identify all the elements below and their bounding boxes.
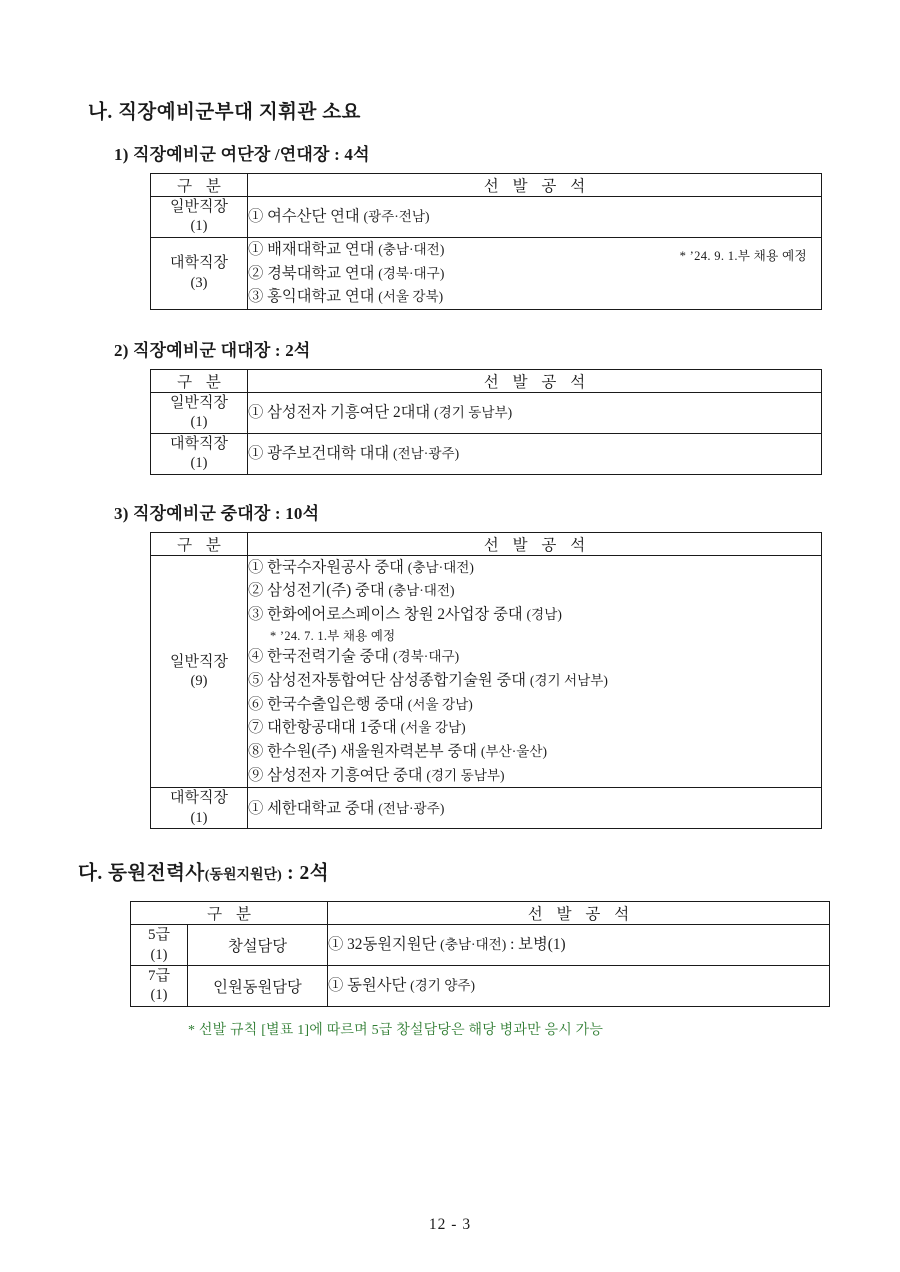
entry-suffix: : 보병(1) [506, 936, 566, 954]
subsection-title-1: 1) 직장예비군 여단장 /연대장 : 4석 [114, 145, 370, 164]
category-count: (3) [190, 274, 208, 291]
col-header-category: 구 분 [151, 532, 248, 555]
table-company-commander [150, 532, 822, 830]
entry-name: 삼성전기(주) 중대 [267, 582, 385, 600]
entry-name: 한수원(주) 새울원자력본부 중대 [267, 743, 478, 761]
entry-region: (광주·전남) [363, 209, 430, 225]
list-item [248, 740, 821, 764]
entry-number: ① [248, 799, 264, 817]
table-brigade-commander [150, 173, 822, 310]
cell-category [151, 788, 248, 829]
entry-name: 경북대학교 연대 [267, 264, 375, 282]
subsection-title-2: 2) 직장예비군 대대장 : 2석 [114, 340, 311, 360]
col-header-vacancy: 선 발 공 석 [248, 369, 822, 392]
category-count: (1) [190, 218, 208, 235]
category-count: (9) [190, 672, 208, 689]
section-heading-small: (동원지원단) [204, 868, 282, 884]
category-count: (1) [190, 809, 208, 826]
col-header-vacancy: 선 발 공 석 [328, 902, 830, 925]
entry-number: ① [248, 444, 264, 462]
table-row [151, 392, 822, 433]
spacer [70, 310, 830, 336]
cell-category [151, 392, 248, 433]
cell-vacancy-list [248, 433, 822, 474]
entry-region: (경북·대구) [378, 265, 445, 281]
entry-number: ③ [248, 605, 264, 623]
category-label: 대학직장 [170, 790, 228, 807]
entry-region: (경기 서남부) [529, 672, 608, 688]
entry-number: ① [248, 240, 264, 258]
section-heading-na: 나. 직장예비군부대 지휘관 소요 [88, 102, 361, 123]
entry-name: 삼성전자 기흥여단 중대 [267, 766, 423, 784]
cell-duty: 인원동원담당 [188, 966, 328, 1007]
table-battalion-commander [150, 369, 822, 475]
col-header-vacancy: 선 발 공 석 [248, 532, 822, 555]
list-item [328, 933, 829, 957]
entry-region: (부산·울산) [480, 744, 548, 760]
list-item [328, 974, 829, 998]
entry-region: (경북·대구) [393, 649, 460, 665]
cell-vacancy-list [248, 392, 822, 433]
entry-name: 광주보건대학 대대 [267, 444, 390, 462]
entry-region: (서울 강남) [400, 720, 466, 736]
list-item [248, 442, 821, 466]
grade-count: (1) [150, 946, 168, 963]
table-header-row [151, 174, 822, 197]
table-row [151, 555, 822, 788]
entry-number: ② [248, 582, 264, 600]
list-item [248, 669, 821, 693]
entry-region: (충남·대전) [440, 937, 507, 953]
table-row [151, 237, 822, 309]
table-row [151, 197, 822, 238]
category-label: 대학직장 [170, 435, 228, 452]
entry-number: ① [328, 936, 344, 954]
spacer [70, 475, 830, 499]
subsection-title-3: 3) 직장예비군 중대장 : 10석 [114, 503, 320, 523]
entry-name: 세한대학교 중대 [267, 799, 375, 817]
entry-number: ① [248, 558, 264, 576]
entry-region: (충남·대전) [388, 583, 455, 599]
cell-vacancy-list [248, 237, 822, 309]
entry-name: 한국수출입은행 중대 [267, 695, 404, 713]
entry-region: (충남·대전) [378, 241, 445, 257]
cell-vacancy-list [328, 966, 830, 1007]
category-label: 일반직장 [170, 653, 228, 670]
entry-name: 삼성전자 기흥여단 2대대 [267, 403, 431, 421]
cell-grade [131, 966, 188, 1007]
list-item [248, 797, 821, 821]
cell-duty: 창설담당 [188, 925, 328, 966]
entry-region: (경기 양주) [410, 978, 476, 994]
cell-category [151, 433, 248, 474]
table-row [131, 925, 830, 966]
list-item [248, 764, 821, 788]
entry-number: ① [248, 208, 264, 226]
entry-number: ⑦ [248, 719, 264, 737]
hiring-note: * ’24. 9. 1.부 채용 예정 [679, 248, 807, 263]
section-heading-da [78, 857, 830, 885]
cell-category [151, 555, 248, 788]
entry-region: (경기 동남부) [426, 767, 505, 783]
entry-number: ⑧ [248, 743, 264, 761]
table-row [151, 788, 822, 829]
entry-name: 홍익대학교 연대 [267, 288, 375, 306]
cell-category [151, 237, 248, 309]
page-number: 12 - 3 [428, 1216, 472, 1233]
entry-name: 한국전력기술 중대 [267, 648, 390, 666]
cell-category [151, 197, 248, 238]
entry-name: 32동원지원단 [347, 936, 437, 954]
entry-number: ⑤ [248, 671, 264, 689]
spacer [70, 829, 830, 857]
table-header-row [151, 532, 822, 555]
entry-region: (전남·광주) [378, 800, 445, 816]
col-header-category: 구 분 [131, 902, 328, 925]
entry-name: 배재대학교 연대 [267, 240, 375, 258]
list-item [248, 556, 821, 580]
entry-region: (충남·대전) [407, 559, 474, 575]
section-heading-tail: : 2석 [281, 863, 330, 885]
entry-number: ⑨ [248, 766, 264, 784]
category-label: 대학직장 [170, 255, 228, 272]
entry-name: 대한항공대대 1중대 [267, 719, 397, 737]
grade-label: 7급 [148, 968, 170, 985]
entry-name: 삼성전자통합여단 삼성종합기술원 중대 [267, 671, 526, 689]
list-item [248, 693, 821, 717]
section-heading-main: 다. 동원전력사 [78, 863, 205, 885]
table-row [131, 966, 830, 1007]
cell-vacancy-list [328, 925, 830, 966]
entry-number: ⑥ [248, 695, 264, 713]
col-header-vacancy: 선 발 공 석 [248, 174, 822, 197]
entry-region: (경기 동남부) [434, 404, 513, 420]
entry-region: (서울 강남) [407, 696, 473, 712]
entry-name: 여수산단 연대 [267, 208, 360, 226]
list-item [248, 716, 821, 740]
col-header-category: 구 분 [151, 174, 248, 197]
cell-vacancy-list [248, 555, 822, 788]
list-item [248, 579, 821, 603]
col-header-category: 구 분 [151, 369, 248, 392]
cell-vacancy-list [248, 788, 822, 829]
category-count: (1) [190, 414, 208, 431]
entry-number: ④ [248, 648, 264, 666]
category-label: 일반직장 [170, 199, 228, 215]
entry-number: ③ [248, 288, 264, 306]
grade-label: 5급 [148, 927, 170, 944]
cell-grade [131, 925, 188, 966]
table-mobilization-force [130, 901, 830, 1007]
grade-count: (1) [150, 987, 168, 1004]
list-item [248, 285, 821, 309]
hiring-note: * ’24. 7. 1.부 채용 예정 [270, 628, 396, 643]
entry-region: (전남·광주) [393, 445, 460, 461]
entry-number: ① [328, 977, 344, 995]
category-count: (1) [190, 454, 208, 471]
list-item [248, 401, 821, 425]
entry-region: (서울 강북) [378, 289, 444, 305]
entry-region: (경남) [526, 606, 562, 622]
category-label: 일반직장 [170, 394, 228, 411]
table-row [151, 433, 822, 474]
entry-number: ① [248, 403, 264, 421]
footnote: * 선발 규칙 [별표 1]에 따르며 5급 창설담당은 해당 병과만 응시 가능 [188, 1022, 604, 1038]
list-item [248, 205, 821, 229]
entry-name: 한국수자원공사 중대 [267, 558, 404, 576]
table-header-row [131, 902, 830, 925]
table-header-row [151, 369, 822, 392]
cell-vacancy-list [248, 197, 822, 238]
entry-name: 동원사단 [347, 977, 407, 995]
list-item [248, 603, 821, 627]
list-item [248, 645, 821, 669]
entry-name: 한화에어로스페이스 창원 2사업장 중대 [267, 605, 523, 623]
entry-number: ② [248, 264, 264, 282]
